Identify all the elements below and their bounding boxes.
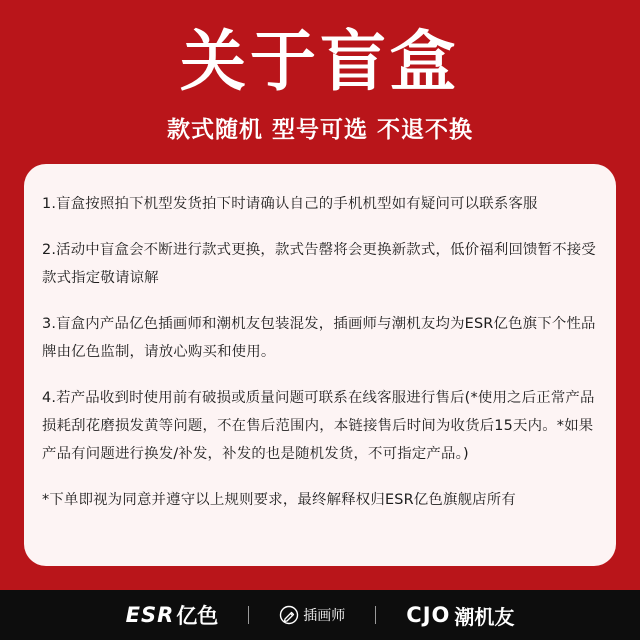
page-title: 关于盲盒 (180, 23, 460, 100)
page-subtitle: 款式随机 型号可选 不退不换 (166, 117, 473, 143)
pen-icon (279, 605, 299, 625)
divider (375, 606, 376, 624)
brand-cjo-cn: 潮机友 (454, 604, 515, 629)
rules-card (24, 164, 616, 566)
brand-cjo-logo (406, 601, 514, 630)
brand-cjo-latin: CJO (406, 603, 451, 627)
rule-item-2: 2.活动中盲盒会不断进行款式更换，款式告罄将会更换新款式，低价福利回馈暂不接受款式指定敬请谅解 (42, 242, 596, 286)
footnote: *下单即视为同意并遵守以上规则要求，最终解释权归ESR亿色旗舰店所有 (42, 492, 516, 508)
brand-illustrator-name: 插画师 (303, 608, 346, 624)
rule-item-4: 4.若产品收到时使用前有破损或质量问题可联系在线客服进行售后(*使用之后正常产品损耗刮花磨损发黄等问题，不在售后范围内，本链接售后时间为收货后15天内。*如果产品有问题进行换发/补发，补发的也是随机发货，不可指定产品。) (42, 390, 595, 462)
brand-esr-logo (126, 600, 219, 630)
brand-esr-latin: ESR (125, 603, 175, 627)
brand-illustrator-logo (279, 605, 345, 625)
brand-esr-cn: 亿色 (176, 604, 219, 628)
rule-item-1: 1.盲盒按照拍下机型发货拍下时请确认自己的手机机型如有疑问可以联系客服 (42, 196, 538, 212)
divider (248, 606, 249, 624)
rule-item-3: 3.盲盒内产品亿色插画师和潮机友包装混发，插画师与潮机友均为ESR亿色旗下个性品牌由亿色监制，请放心购买和使用。 (42, 316, 596, 360)
brand-footer (0, 590, 640, 640)
